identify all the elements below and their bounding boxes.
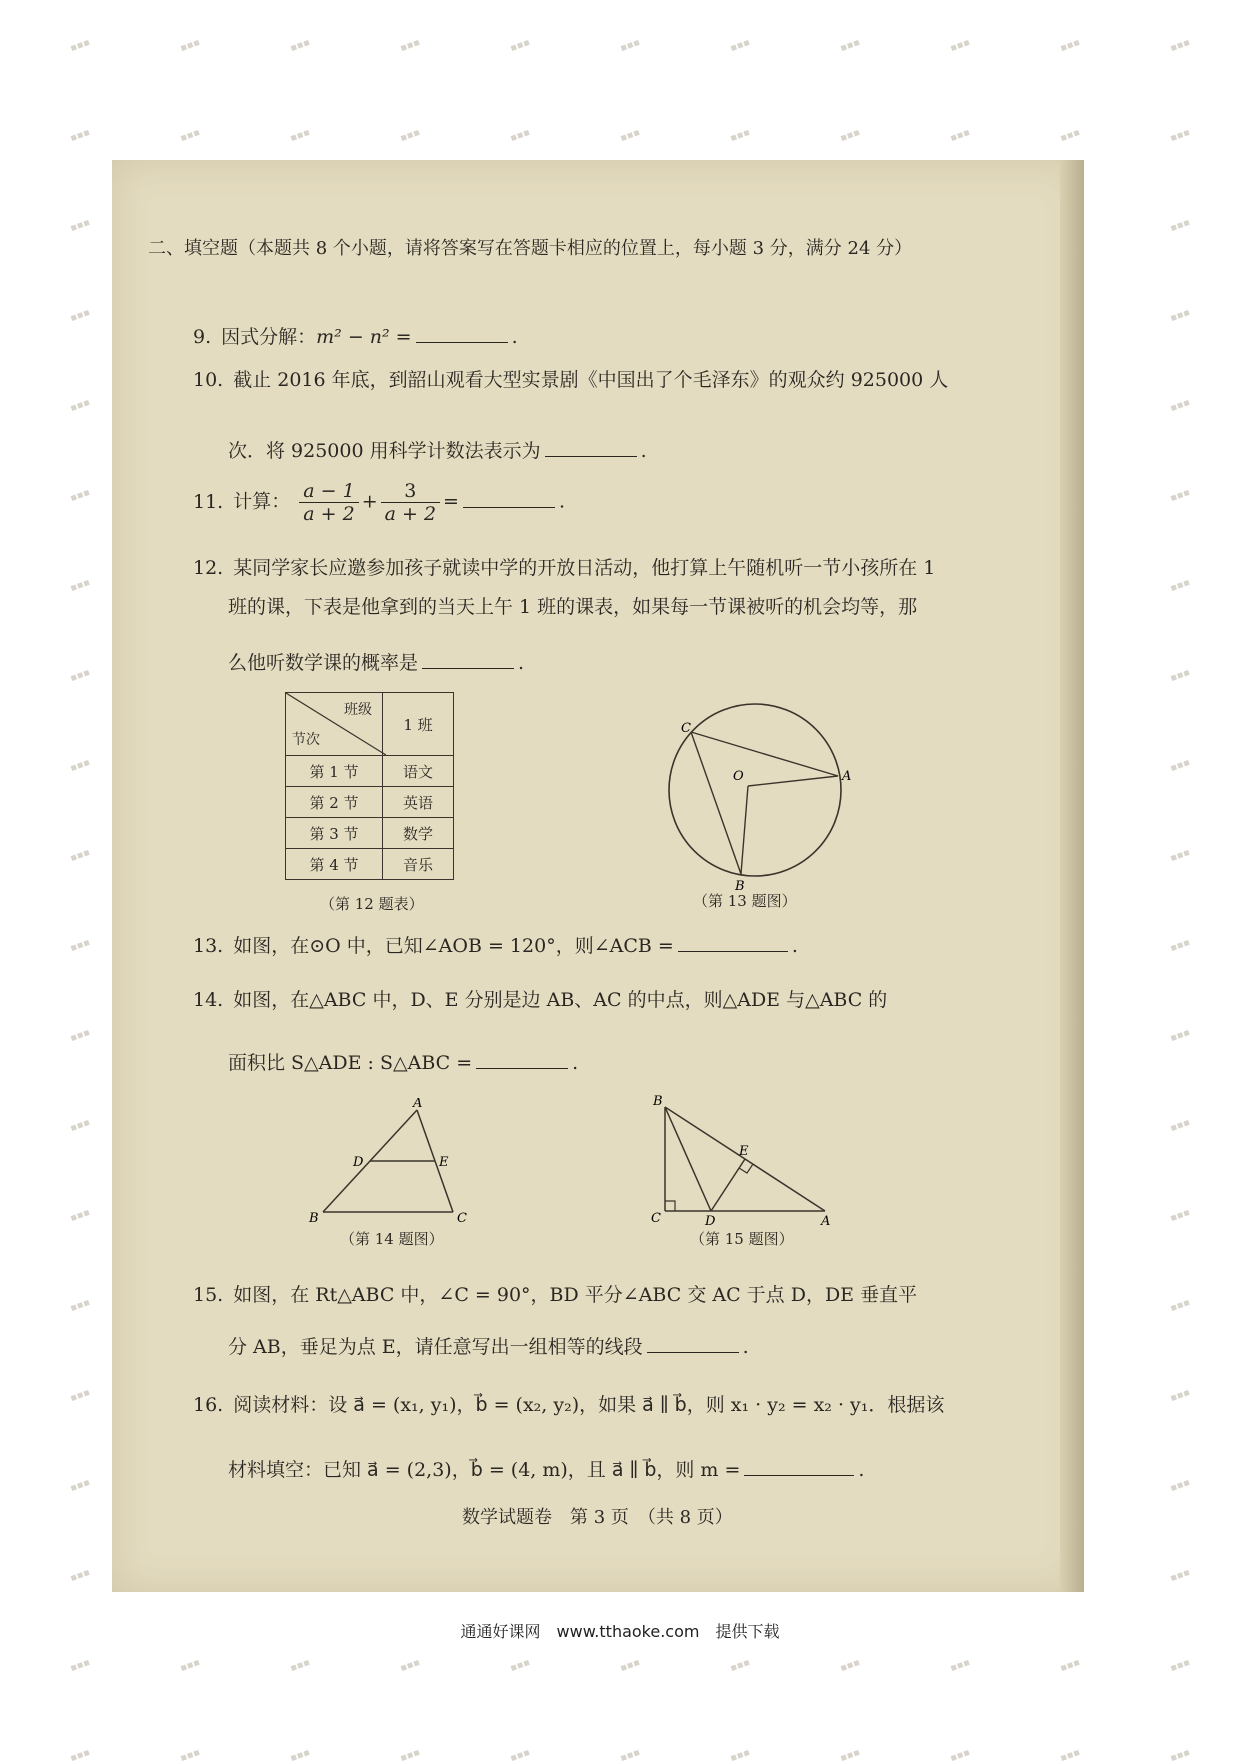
question-16-line-1 [193,1390,944,1417]
point-label-a: A [821,1214,831,1228]
watermark-mark: ▪▪▪ [508,126,532,145]
question-text: 分 AB，垂足为点 E，请任意写出一组相等的线段 [228,1336,643,1358]
watermark-mark: ▪▪▪ [838,126,862,145]
question-text: 如图，在⊙O 中，已知∠AOB = 120°，则∠ACB = [233,935,674,957]
question-text: 如图，在 Rt△ABC 中，∠C = 90°，BD 平分∠ABC 交 AC 于点 D，DE 垂直平 [233,1284,918,1306]
watermark-mark: ▪▪▪ [1168,1746,1192,1764]
point-label-o: O [733,769,744,784]
question-text: 材料填空：已知 a⃗ = (2,3)，b⃗ = (4, m)，且 a⃗ ∥ b⃗，则 m = [228,1459,741,1481]
question-text: 面积比 S△ADE : S△ABC = [228,1052,473,1074]
watermark-mark: ▪▪▪ [1168,1656,1192,1675]
table-cell: 音乐 [383,849,454,880]
answer-blank [476,1054,568,1069]
site-footer: 通通好课网 www.tthaoke.com 提供下载 [460,1622,780,1641]
table-cell: 第 2 节 [286,787,383,818]
watermark-mark: ▪▪▪ [1168,666,1192,685]
question-15-line-1 [193,1280,917,1307]
math-expression: m² − n² = [316,326,412,348]
question-12-line-3: 么他听数学课的概率是 . [228,652,525,674]
watermark-mark: ▪▪▪ [1168,1476,1192,1495]
watermark-mark: ▪▪▪ [288,1656,312,1675]
fraction-2: $\frac{3}{a + 2}$ [381,480,440,525]
watermark-mark: ▪▪▪ [728,126,752,145]
question-13: 13. 如图，在⊙O 中，已知∠AOB = 120°，则∠ACB = . [193,935,798,957]
point-label-a: A [842,769,852,784]
watermark-mark: ▪▪▪ [1168,1386,1192,1405]
watermark-mark: ▪▪▪ [508,1746,532,1764]
watermark-mark: ▪▪▪ [838,1746,862,1764]
paper-edge-shadow [1060,160,1084,1592]
watermark-mark: ▪▪▪ [68,576,92,595]
watermark-mark: ▪▪▪ [1168,846,1192,865]
question-text: 次．将 925000 用科学计数法表示为 [228,440,541,462]
watermark-mark: ▪▪▪ [1168,1026,1192,1045]
watermark-mark: ▪▪▪ [398,1746,422,1764]
watermark-mark: ▪▪▪ [68,216,92,235]
point-label-d: D [353,1155,364,1170]
question-9: 9. 因式分解：m² − n² = . [193,326,518,348]
header-period-label: 节次 [292,732,320,748]
watermark-mark: ▪▪▪ [68,756,92,775]
point-label-a: A [413,1098,423,1111]
watermark-mark: ▪▪▪ [288,1746,312,1764]
watermark-mark: ▪▪▪ [1168,576,1192,595]
figure-13-caption: （第 13 题图） [693,892,797,910]
question-14-line-2: 面积比 S△ADE : S△ABC = . [228,1052,579,1074]
watermark-mark: ▪▪▪ [1168,486,1192,505]
watermark-mark: ▪▪▪ [68,306,92,325]
question-text: 阅读材料：设 a⃗ = (x₁, y₁)，b⃗ = (x₂, y₂)，如果 a⃗ ∥ b⃗，则 x₁ · y₂ = x₂ · y₁．根据该 [233,1394,945,1416]
watermark-mark: ▪▪▪ [1168,756,1192,775]
answer-blank [647,1338,739,1353]
question-text: 截止 2016 年底，到韶山观看大型实景剧《中国出了个毛泽东》的观众约 925000 人 [233,369,949,391]
watermark-mark: ▪▪▪ [68,1656,92,1675]
question-number: 15. [193,1284,224,1306]
question-11: 11. 计算： $\frac{a - 1}{a + 2}$ + $\frac{3}{a + 2}$ = . [193,480,566,525]
diagonal-header-cell [286,693,383,756]
watermark-mark: ▪▪▪ [838,1656,862,1675]
table-12-caption: （第 12 题表） [320,895,424,913]
watermark-mark: ▪▪▪ [68,36,92,55]
point-label-e: E [439,1155,449,1170]
watermark-mark: ▪▪▪ [1168,1566,1192,1585]
watermark-mark: ▪▪▪ [68,1746,92,1764]
point-label-c: C [457,1211,467,1226]
point-label-d: D [705,1214,716,1228]
watermark-mark: ▪▪▪ [68,126,92,145]
watermark-mark: ▪▪▪ [68,1566,92,1585]
table-cell: 第 3 节 [286,818,383,849]
watermark-mark: ▪▪▪ [618,36,642,55]
table-cell: 数学 [383,818,454,849]
watermark-mark: ▪▪▪ [68,846,92,865]
watermark-mark: ▪▪▪ [618,1656,642,1675]
question-12-line-1 [193,553,935,580]
watermark-mark: ▪▪▪ [68,1116,92,1135]
watermark-mark: ▪▪▪ [728,1656,752,1675]
watermark-mark: ▪▪▪ [728,36,752,55]
watermark-mark: ▪▪▪ [68,1296,92,1315]
figure-14-triangle-diagram [305,1098,485,1228]
watermark-mark: ▪▪▪ [508,36,532,55]
watermark-mark: ▪▪▪ [178,1746,202,1764]
watermark-mark: ▪▪▪ [288,126,312,145]
watermark-mark: ▪▪▪ [68,936,92,955]
figure-14-caption: （第 14 题图） [340,1230,444,1248]
point-label-b: B [653,1094,663,1109]
watermark-mark: ▪▪▪ [178,36,202,55]
question-text: 如图，在△ABC 中，D、E 分别是边 AB、AC 的中点，则△ADE 与△ABC 的 [233,989,888,1011]
question-text: 某同学家长应邀参加孩子就读中学的开放日活动，他打算上午随机听一节小孩所在 1 [233,557,936,579]
watermark-mark: ▪▪▪ [728,1746,752,1764]
question-number: 12. [193,557,224,579]
watermark-mark: ▪▪▪ [1168,1206,1192,1225]
answer-blank [422,654,514,669]
answer-blank [678,937,788,952]
watermark-mark: ▪▪▪ [838,36,862,55]
watermark-mark: ▪▪▪ [178,126,202,145]
question-text: 因式分解： [221,326,317,348]
question-number: 10. [193,369,224,391]
question-number: 11. [193,490,224,513]
watermark-mark: ▪▪▪ [1168,216,1192,235]
question-16-line-2: 材料填空：已知 a⃗ = (2,3)，b⃗ = (4, m)，且 a⃗ ∥ b⃗，则 m = . [228,1459,865,1481]
table-cell: 第 1 节 [286,756,383,787]
figure-15-caption: （第 15 题图） [690,1230,794,1248]
watermark-mark: ▪▪▪ [618,126,642,145]
watermark-mark: ▪▪▪ [1058,1746,1082,1764]
watermark-mark: ▪▪▪ [68,486,92,505]
watermark-mark: ▪▪▪ [1168,1296,1192,1315]
watermark-mark: ▪▪▪ [1168,36,1192,55]
watermark-mark: ▪▪▪ [948,1746,972,1764]
fraction-1: $\frac{a - 1}{a + 2}$ [299,480,358,525]
watermark-mark: ▪▪▪ [68,1026,92,1045]
watermark-mark: ▪▪▪ [1058,36,1082,55]
question-text: 么他听数学课的概率是 [228,652,419,674]
answer-blank [744,1461,854,1476]
point-label-c: C [651,1211,661,1226]
watermark-mark: ▪▪▪ [1168,396,1192,415]
watermark-mark: ▪▪▪ [618,1746,642,1764]
question-number: 13. [193,935,224,957]
watermark-mark: ▪▪▪ [948,36,972,55]
watermark-mark: ▪▪▪ [398,126,422,145]
answer-blank [463,493,555,508]
table-cell: 英语 [383,787,454,818]
watermark-mark: ▪▪▪ [398,1656,422,1675]
watermark-mark: ▪▪▪ [508,1656,532,1675]
watermark-mark: ▪▪▪ [1058,1656,1082,1675]
section-header: 二、填空题（本题共 8 个小题，请将答案写在答题卡相应的位置上，每小题 3 分，满分 24 分） [148,238,913,259]
question-text: 计算： [233,490,291,513]
answer-blank [416,328,508,343]
watermark-mark: ▪▪▪ [178,1656,202,1675]
question-12-line-2 [228,592,917,619]
watermark-mark: ▪▪▪ [1168,126,1192,145]
watermark-mark: ▪▪▪ [68,396,92,415]
question-text: 班的课，下表是他拿到的当天上午 1 班的课表，如果每一节课被听的机会均等，那 [228,596,918,618]
point-label-b: B [735,879,745,890]
table-cell: 语文 [383,756,454,787]
watermark-mark: ▪▪▪ [1168,936,1192,955]
question-14-line-1 [193,985,887,1012]
watermark-mark: ▪▪▪ [68,1386,92,1405]
question-15-line-2: 分 AB，垂足为点 E，请任意写出一组相等的线段 . [228,1336,749,1358]
watermark-mark: ▪▪▪ [68,1206,92,1225]
watermark-mark: ▪▪▪ [948,126,972,145]
question-number: 14. [193,989,224,1011]
page-footer: 数学试题卷 第 3 页 （共 8 页） [462,1507,733,1528]
header-class-1: 1 班 [383,693,454,756]
question-number: 9. [193,326,212,348]
watermark-mark: ▪▪▪ [1168,306,1192,325]
question-10-line-1 [193,365,948,392]
figure-15-right-triangle-diagram [645,1093,845,1228]
watermark-mark: ▪▪▪ [1058,126,1082,145]
answer-blank [545,442,637,457]
header-class-label: 班级 [344,702,372,718]
figure-13-circle-diagram [655,690,855,890]
watermark-mark: ▪▪▪ [1168,1116,1192,1135]
point-label-e: E [739,1144,749,1159]
watermark-mark: ▪▪▪ [68,1476,92,1495]
table-cell: 第 4 节 [286,849,383,880]
point-label-c: C [681,721,691,736]
watermark-mark: ▪▪▪ [948,1656,972,1675]
schedule-table [285,692,454,880]
watermark-mark: ▪▪▪ [288,36,312,55]
watermark-mark: ▪▪▪ [68,666,92,685]
question-number: 16. [193,1394,224,1416]
watermark-mark: ▪▪▪ [398,36,422,55]
point-label-b: B [309,1211,319,1226]
question-10-line-2: 次．将 925000 用科学计数法表示为 . [228,440,647,462]
